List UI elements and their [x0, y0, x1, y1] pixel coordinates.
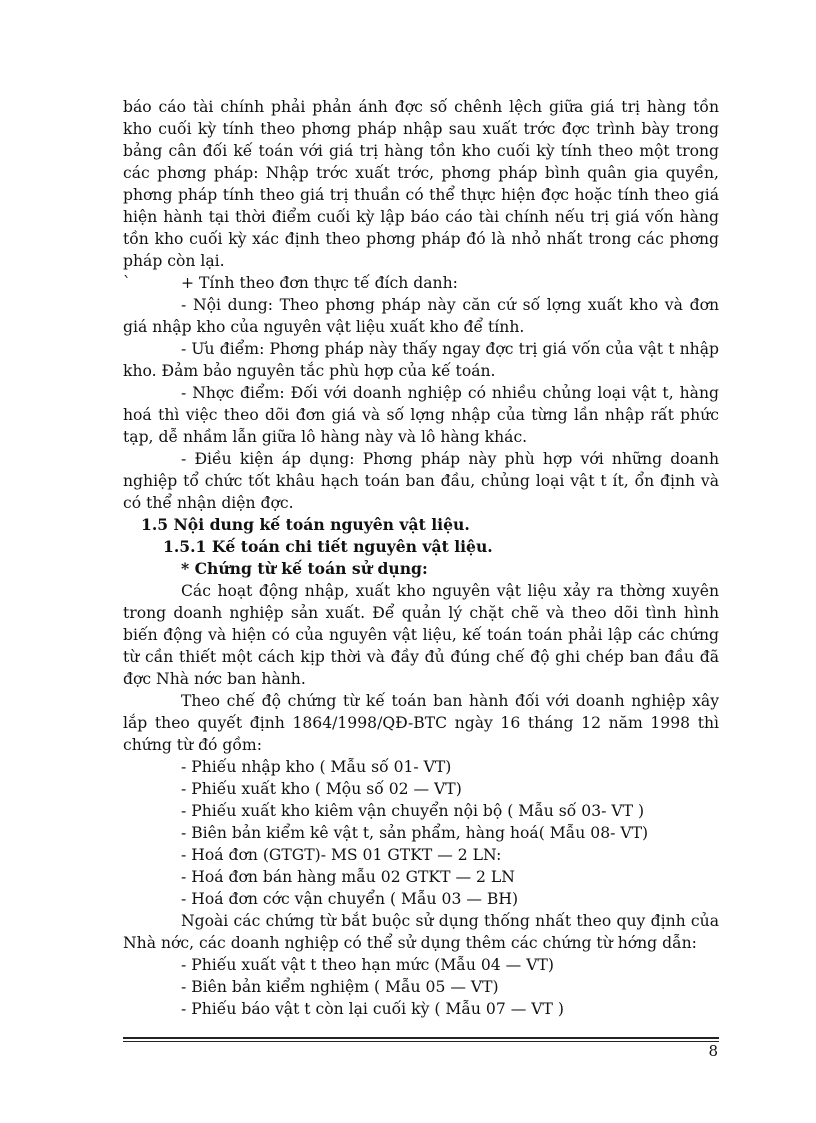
list-item: - Phiếu xuất kho kiêm vận chuyển nội bộ ( Mẫu số 03- VT )	[181, 802, 645, 820]
body-text	[123, 96, 719, 1020]
paragraph-continuation: báo cáo tài chính phải phản ánh đợc số chênh lệch giữa giá trị hàng tồn kho cuối kỳ tính theo phơng pháp nhập sau xuất trớc đợc trình bày trong bảng cân đối kế toán với giá trị hàng tồn kho cuối kỳ tính theo một trong các phơng pháp: Nhập trớc xuất trớc, phơng pháp bình quân gia quyền, phơng pháp tính theo giá trị thuần có thể thực hiện đợc hoặc tính theo giá hiện hành tại thời điểm cuối kỳ lập báo cáo tài chính nếu trị giá vốn hàng tồn kho cuối kỳ xác định theo phơng pháp đó là nhỏ nhất trong các phơng pháp còn lại.	[123, 98, 719, 270]
paragraph-content: - Nội dung: Theo phơng pháp này căn cứ số lợng xuất kho và đơn giá nhập kho của nguyên vật liệu xuất kho để tính.	[123, 296, 719, 336]
paragraph-disadvantage: - Nhợc điểm: Đối với doanh nghiệp có nhiều chủng loại vật t, hàng hoá thì việc theo dõi đơn giá và số lợng nhập của từng lần nhập rất phức tạp, dễ nhầm lẫn giữa lô hàng này và lô hàng khác.	[123, 384, 719, 446]
paragraph-conditions: - Điều kiện áp dụng: Phơng pháp này phù hợp với những doanh nghiệp tổ chức tốt khâu hạch toán ban đầu, chủng loại vật t ít, ổn định và có thể nhận diện đợc.	[123, 450, 719, 512]
list-item: - Hoá đơn bán hàng mẫu 02 GTKT — 2 LN	[181, 868, 515, 886]
list-item: - Hoá đơn cớc vận chuyển ( Mẫu 03 — BH)	[181, 890, 519, 908]
list-item: - Biên bản kiểm nghiệm ( Mẫu 05 — VT)	[181, 978, 499, 996]
section-heading-1-5-1: 1.5.1 Kế toán chi tiết nguyên vật liệu.	[163, 537, 493, 556]
list-item: - Phiếu báo vật t còn lại cuối kỳ ( Mẫu 07 — VT )	[181, 1000, 564, 1018]
list-item: - Biên bản kiểm kê vật t, sản phẩm, hàng hoá( Mẫu 08- VT)	[181, 824, 649, 842]
paragraph-additional: Ngoài các chứng từ bắt buộc sử dụng thống nhất theo quy định của Nhà nớc, các doanh nghiệp có thể sử dụng thêm các chứng từ hớng dẫn:	[123, 912, 719, 952]
section-heading-1-5: 1.5 Nội dung kế toán nguyên vật liệu.	[141, 515, 470, 534]
list-item: - Phiếu xuất kho ( Mộu số 02 — VT)	[181, 780, 462, 798]
list-item: - Phiếu nhập kho ( Mẫu số 01- VT)	[181, 758, 452, 776]
method-heading-specific-id: ` + Tính theo đơn thực tế đích danh:	[123, 274, 458, 292]
page-number: 8	[708, 1042, 718, 1060]
paragraph-activities: Các hoạt động nhập, xuất kho nguyên vật liệu xảy ra thờng xuyên trong doanh nghiệp sản xuất. Để quản lý chặt chẽ và theo dõi tình hình biến động và hiện có của nguyên vật liệu, kế toán toán phải lập các chứng từ cần thiết một cách kịp thời và đầy đủ đúng chế độ ghi chép ban đầu đã đợc Nhà nớc ban hành.	[123, 582, 719, 688]
footer-rule-thin	[123, 1041, 719, 1042]
subheading-documents: * Chứng từ kế toán sử dụng:	[181, 559, 428, 578]
paragraph-regulation: Theo chế độ chứng từ kế toán ban hành đối với doanh nghiệp xây lắp theo quyết định 1864/1998/QĐ-BTC ngày 16 tháng 12 năm 1998 thì chứng từ đó gồm:	[123, 692, 719, 754]
footer-rule-thick	[123, 1037, 719, 1039]
paragraph-advantage: - Ưu điểm: Phơng pháp này thấy ngay đợc trị giá vốn của vật t nhập kho. Đảm bảo nguyên tắc phù hợp của kế toán.	[123, 340, 719, 380]
list-item: - Phiếu xuất vật t theo hạn mức (Mẫu 04 — VT)	[181, 956, 554, 974]
list-item: - Hoá đơn (GTGT)- MS 01 GTKT — 2 LN:	[181, 846, 502, 864]
stray-mark: `	[123, 274, 131, 292]
